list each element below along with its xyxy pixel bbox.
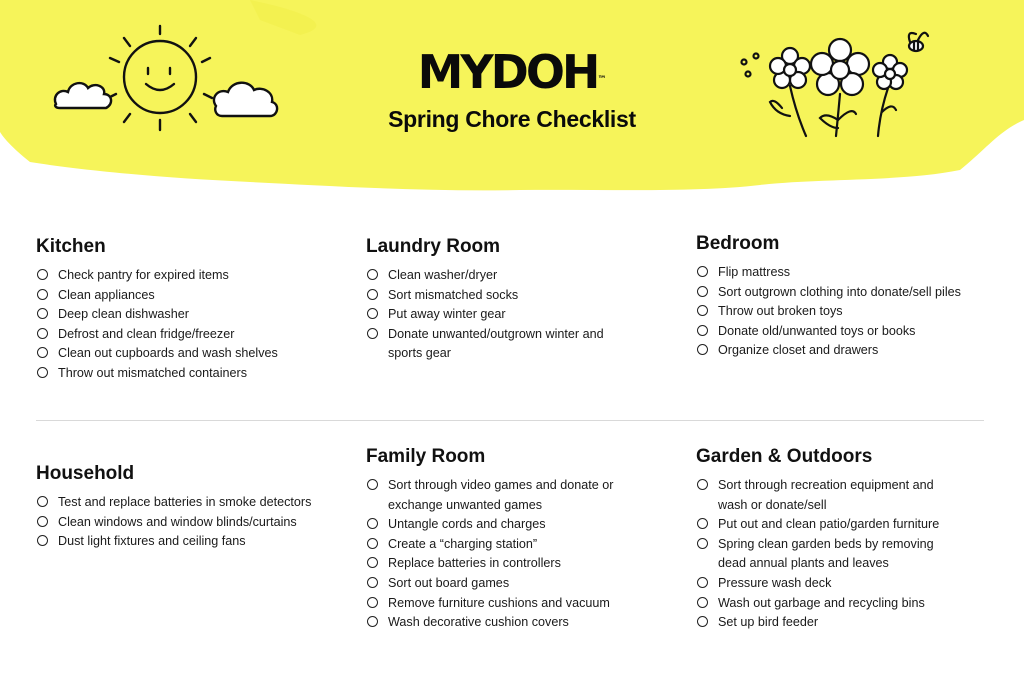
checkbox-circle-icon[interactable]	[367, 597, 378, 608]
checklist-item-label: Clean windows and window blinds/curtains	[58, 514, 297, 529]
checklist-item-label: Sort outgrown clothing into donate/sell piles	[718, 284, 961, 299]
checkbox-circle-icon[interactable]	[37, 516, 48, 527]
checklist-item-label: Throw out mismatched containers	[58, 365, 247, 380]
checklist-item	[36, 305, 336, 325]
checklist-item	[366, 613, 628, 633]
checklist-item-label: Donate unwanted/outgrown winter and sports gear	[388, 326, 604, 361]
checkbox-circle-icon[interactable]	[697, 286, 708, 297]
checklist-item-label: Check pantry for expired items	[58, 268, 229, 282]
checklist-item	[696, 263, 996, 283]
page-title: Spring Chore Checklist	[388, 106, 636, 132]
checklist-item	[366, 574, 628, 594]
checkbox-circle-icon[interactable]	[367, 289, 378, 300]
checklist-item-label: Dust light fixtures and ceiling fans	[58, 534, 246, 549]
section-title: Kitchen	[36, 236, 106, 257]
checkbox-circle-icon[interactable]	[37, 269, 48, 280]
checkbox-circle-icon[interactable]	[367, 518, 378, 529]
checklist-item-label: Clean appliances	[58, 287, 155, 302]
checklist-item	[36, 532, 336, 552]
checklist-item	[696, 476, 958, 515]
checklist-item	[696, 574, 958, 594]
section-title: Laundry Room	[366, 236, 501, 257]
section-title: Family Room	[366, 446, 486, 467]
checklist-item-label: Flip mattress	[718, 265, 791, 279]
checklist-item-label: Clean washer/dryer	[388, 268, 498, 282]
section-title: Garden & Outdoors	[696, 446, 873, 467]
checklist-item	[366, 325, 611, 364]
checklist-item	[36, 493, 336, 513]
checkbox-circle-icon[interactable]	[37, 347, 48, 358]
checklist-item	[696, 341, 996, 361]
checklist-item-label: Put out and clean patio/garden furniture	[718, 517, 940, 532]
checklist	[36, 266, 336, 384]
section-title: Bedroom	[696, 233, 780, 254]
checklist-item	[366, 305, 611, 325]
checkbox-circle-icon[interactable]	[37, 496, 48, 507]
checklist-item-label: Create a “charging station”	[388, 536, 538, 551]
section-laundry-room	[366, 234, 666, 364]
checkbox-circle-icon[interactable]	[37, 289, 48, 300]
checklist-item-label: Sort through video games and donate or exchange unwanted games	[388, 478, 614, 512]
checkbox-circle-icon[interactable]	[367, 328, 378, 339]
checklist-item-label: Clean out cupboards and wash shelves	[58, 346, 278, 361]
checklist-item-label: Donate old/unwanted toys or books	[718, 323, 916, 338]
checkbox-circle-icon[interactable]	[697, 479, 708, 490]
checklist-item-label: Sort through recreation equipment and wash or donate/sell	[718, 478, 934, 512]
checklist	[366, 476, 628, 633]
checklist-item	[366, 476, 628, 515]
checklist-item-label: Test and replace batteries in smoke detectors	[58, 495, 312, 509]
checklist-item-label: Spring clean garden beds by removing dead annual plants and leaves	[718, 536, 934, 571]
section-family-room	[366, 444, 666, 633]
checklist	[36, 493, 336, 552]
checklist-item	[36, 266, 336, 286]
checkbox-circle-icon[interactable]	[697, 305, 708, 316]
checkbox-circle-icon[interactable]	[367, 538, 378, 549]
checklist-item-label: Put away winter gear	[388, 307, 506, 322]
brand-logo	[0, 44, 1024, 100]
checklist-item	[696, 515, 958, 535]
checkbox-circle-icon[interactable]	[697, 538, 708, 549]
checkbox-circle-icon[interactable]	[37, 367, 48, 378]
section-title: Household	[36, 463, 135, 484]
checkbox-circle-icon[interactable]	[37, 328, 48, 339]
checklist-item	[696, 283, 996, 303]
checklist	[696, 476, 958, 633]
checklist-item	[696, 535, 958, 574]
checkbox-circle-icon[interactable]	[37, 308, 48, 319]
checklist-item-label: Set up bird feeder	[718, 615, 819, 630]
checklist-item	[36, 513, 336, 533]
checklist-item	[696, 322, 996, 342]
checklist-item-label: Organize closet and drawers	[718, 343, 879, 358]
checklist-item-label: Replace batteries in controllers	[388, 556, 561, 571]
brand-logo-text: MYDOH	[417, 45, 598, 99]
checkbox-circle-icon[interactable]	[697, 266, 708, 277]
checkbox-circle-icon[interactable]	[367, 577, 378, 588]
checklist-item	[366, 554, 628, 574]
checklist-item	[366, 594, 628, 614]
checkbox-circle-icon[interactable]	[697, 616, 708, 627]
checklist-item	[36, 286, 336, 306]
checklist-item	[36, 364, 336, 384]
checkbox-circle-icon[interactable]	[697, 597, 708, 608]
section-garden-outdoors	[696, 444, 996, 633]
checklist-item	[366, 535, 628, 555]
trademark-mark: ™	[597, 75, 607, 85]
checklist-item-label: Sort out board games	[388, 575, 510, 590]
checklist-item	[696, 613, 958, 633]
checkbox-circle-icon[interactable]	[367, 616, 378, 627]
checklist-item-label: Pressure wash deck	[718, 575, 832, 590]
checklist-item	[366, 266, 611, 286]
checklist-item-label: Throw out broken toys	[718, 304, 843, 319]
checkbox-circle-icon[interactable]	[697, 577, 708, 588]
checklist-item	[696, 302, 996, 322]
checkbox-circle-icon[interactable]	[697, 518, 708, 529]
checklist-item	[366, 286, 611, 306]
checklist-item-label: Remove furniture cushions and vacuum	[388, 595, 610, 610]
section-bedroom	[696, 231, 996, 361]
checkbox-circle-icon[interactable]	[367, 308, 378, 319]
checklist-item-label: Defrost and clean fridge/freezer	[58, 326, 235, 341]
checklist-item	[36, 344, 336, 364]
checkbox-circle-icon[interactable]	[697, 325, 708, 336]
checklist-item-label: Sort mismatched socks	[388, 287, 519, 302]
checklist	[366, 266, 611, 364]
section-divider	[36, 420, 984, 421]
checklist	[696, 263, 996, 361]
checkbox-circle-icon[interactable]	[37, 535, 48, 546]
section-household	[36, 461, 336, 552]
checklist-item	[366, 515, 628, 535]
checklist-item	[36, 325, 336, 345]
checklist-item-label: Wash decorative cushion covers	[388, 615, 569, 630]
checkbox-circle-icon[interactable]	[367, 269, 378, 280]
checklist-item-label: Wash out garbage and recycling bins	[718, 595, 925, 610]
checklist-item-label: Untangle cords and charges	[388, 517, 546, 532]
checklist-item-label: Deep clean dishwasher	[58, 307, 189, 322]
checkbox-circle-icon[interactable]	[367, 479, 378, 490]
checkbox-circle-icon[interactable]	[697, 344, 708, 355]
checklist-item	[696, 594, 958, 614]
section-kitchen	[36, 234, 336, 384]
checkbox-circle-icon[interactable]	[367, 557, 378, 568]
